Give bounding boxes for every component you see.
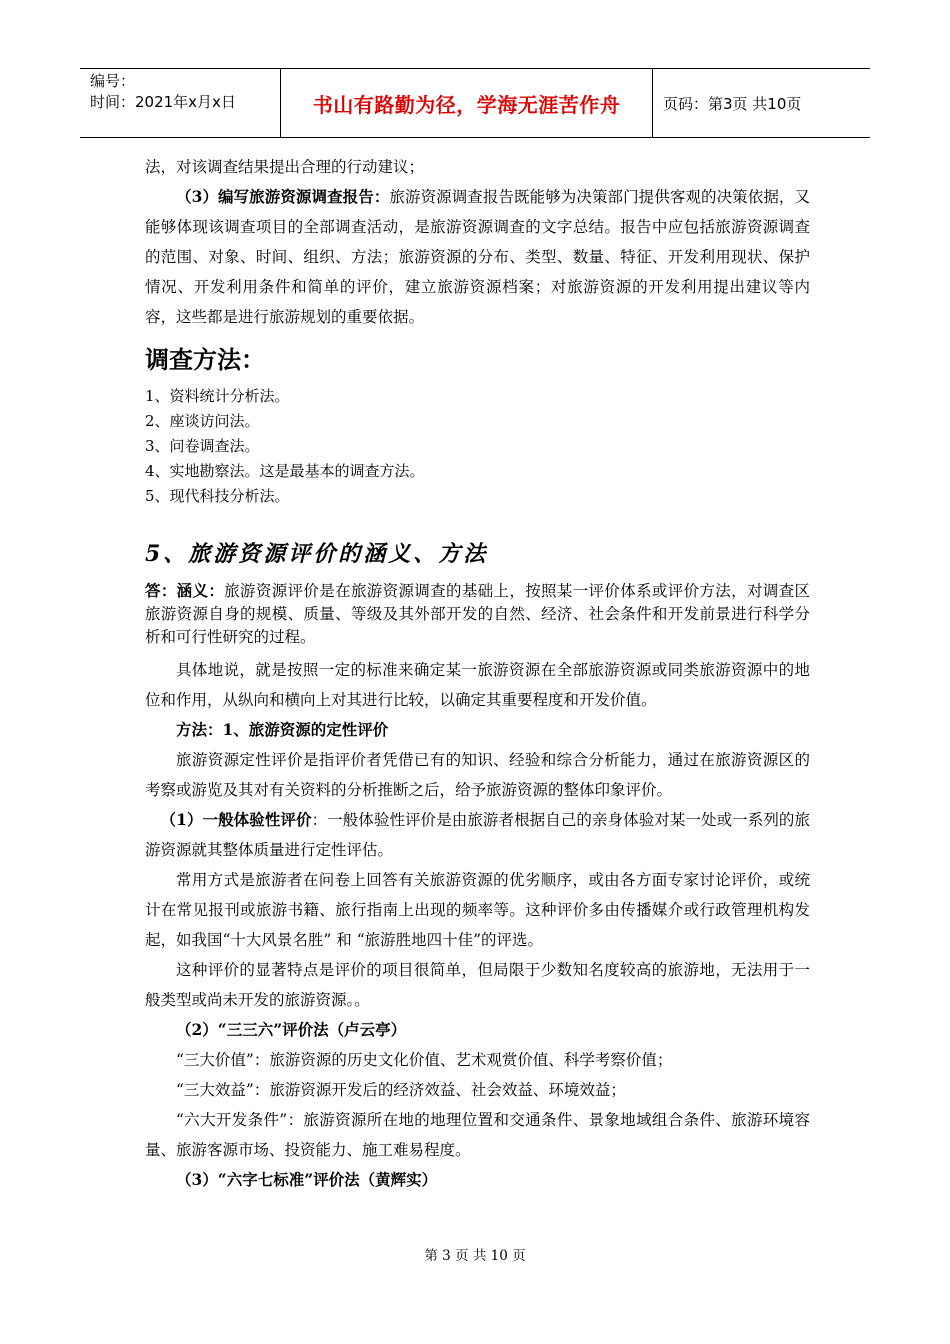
list-item: 3、问卷调查法。: [145, 437, 260, 455]
page-header: [80, 68, 870, 138]
header-left-cell: [80, 69, 280, 137]
report-heading: （3）编写旅游资源调查报告：: [176, 187, 390, 206]
header-motto: 书山有路勤为径，学海无涯苦作舟: [280, 69, 653, 137]
header-page-info: 页码：第3页 共10页: [663, 94, 802, 113]
list-item: 1、资料统计分析法。: [145, 387, 290, 405]
paragraph-definition: [145, 579, 810, 649]
paragraph-common: 常用方式是旅游者在问卷上回答有关旅游资源的优劣顺序，或由各方面专家讨论评价，或统计在常见报刊或旅游书籍、旅行指南上出现的频率等。这种评价多由传播媒介或行政管理机构发起，如我国“十大风景名胜” 和 “旅游胜地四十佳”的评选。: [145, 871, 810, 949]
paragraph-specific: 具体地说，就是按照一定的标准来确定某一旅游资源在全部旅游资源或同类旅游资源中的地位和作用，从纵向和横向上对其进行比较，以确定其重要程度和开发价值。: [145, 661, 810, 709]
section-5-title: 5、旅游资源评价的涵义、方法: [145, 541, 489, 567]
paragraph-three-benefits: “三大效益”：旅游资源开发后的经济效益、社会效益、环境效益；: [176, 1081, 626, 1099]
header-time-label: 时间：2021年x月x日: [90, 93, 236, 111]
report-text: 旅游资源调查报告既能够为决策部门提供客观的决策依据，又能够体现该调查项目的全部调查活动，是旅游资源调查的文字总结。报告中应包括旅游资源调查的范围、对象、时间、组织、方法；旅游资源的分布、类型、数量、特征、开发利用现状、保护情况、开发利用条件和简单的评价，建立旅游资源档案；对旅游资源的开发利用提出建议等内容，这些都是进行旅游规划的重要依据。: [145, 188, 810, 326]
methods-heading: 调查方法：: [145, 346, 265, 374]
six-seven-heading-text: （3）“六字七标准”评价法（黄辉实）: [176, 1170, 438, 1189]
method-heading: [145, 715, 810, 745]
answer-label: 答：涵义：: [145, 581, 225, 600]
list-item: 5、现代科技分析法。: [145, 487, 290, 505]
general-heading: （1）一般体验性评价: [160, 810, 312, 829]
paragraph-continuation: 法，对该调查结果提出合理的行动建议；: [145, 158, 425, 176]
paragraph-three-values: “三大价值”：旅游资源的历史文化价值、艺术观赏价值、科学考察价值；: [176, 1051, 673, 1069]
paragraph-feature: 这种评价的显著特点是评价的项目很简单，但局限于少数知名度较高的旅游地，无法用于一般类型或尚未开发的旅游资源。。: [145, 961, 810, 1009]
paragraph-six-conditions: “六大开发条件”：旅游资源所在地的地理位置和交通条件、景象地域组合条件、旅游环境容量、旅游客源市场、投资能力、施工难易程度。: [145, 1111, 810, 1159]
paragraph-report: [145, 182, 810, 332]
general-text: ：一般体验性评价是由旅游者根据自己的亲身体验对某一处或一系列的旅游资源就其整体质量进行定性评估。: [145, 811, 810, 859]
paragraph-qualitative: 旅游资源定性评价是指评价者凭借已有的知识、经验和综合分析能力，通过在旅游资源区的考察或游览及其对有关资料的分析推断之后，给予旅游资源的整体印象评价。: [145, 751, 810, 799]
method-heading-text: 方法：1、旅游资源的定性评价: [176, 720, 389, 739]
header-number-label: 编号：: [90, 72, 136, 90]
six-seven-heading: [145, 1165, 810, 1195]
sss-heading-text: （2）“三三六”评价法（卢云亭）: [176, 1020, 407, 1039]
sss-heading: [145, 1015, 810, 1045]
document-body: [145, 152, 810, 1195]
page-footer: 第 3 页 共 10 页: [424, 1248, 526, 1264]
definition-text: 旅游资源评价是在旅游资源调查的基础上，按照某一评价体系或评价方法，对调查区旅游资源自身的规模、质量、等级及其外部开发的自然、经济、社会条件和开发前景进行科学分析和可行性研究的过程。: [145, 582, 810, 646]
paragraph-general: [145, 805, 810, 865]
answer-block: [145, 579, 810, 649]
methods-list: [145, 384, 810, 509]
list-item: 4、实地勘察法。这是最基本的调查方法。: [145, 462, 425, 480]
list-item: 2、座谈访问法。: [145, 412, 260, 430]
